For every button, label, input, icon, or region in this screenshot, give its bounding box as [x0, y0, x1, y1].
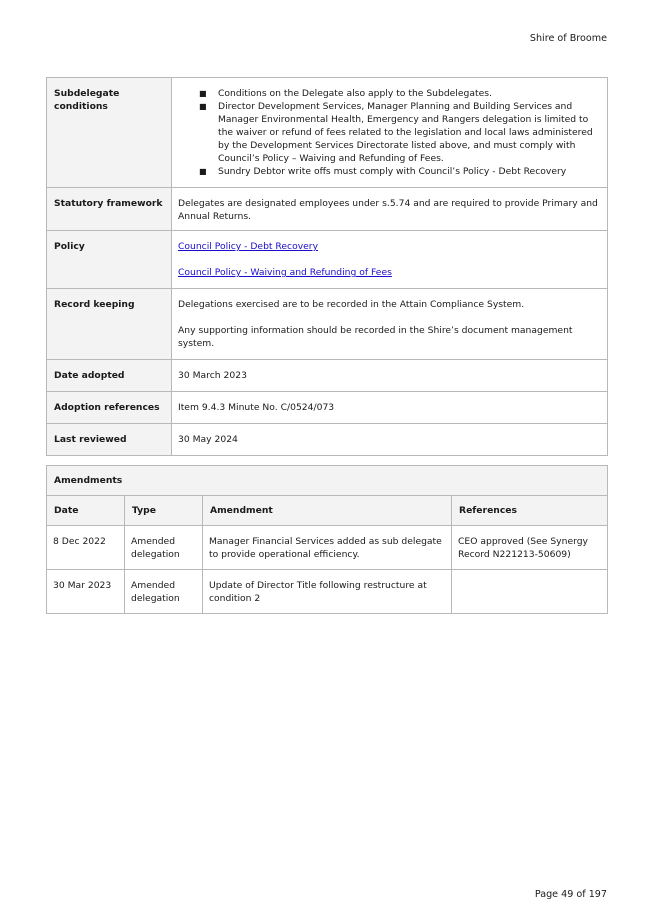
row-label: Policy: [47, 231, 172, 289]
row-label: Record keeping: [47, 289, 172, 360]
row-label: Statutory framework: [47, 188, 172, 231]
table-cell: Amended delegation: [125, 526, 203, 570]
list-item: ■ Director Development Services, Manager Planning and Building Services and Manager Environmental Health, Emergency and Rangers delegation is limited to the waiver or refund of fees related to the legislation and local laws administered by the Development Services Directorate listed above, and must comply with Council’s Policy – Waiving and Refunding of Fees.: [199, 101, 593, 164]
table-cell: [452, 570, 608, 614]
page-indicator: Page 49 of 197: [534, 889, 607, 900]
square-bullet-icon: ■: [199, 89, 207, 98]
delegation-details-table: [46, 77, 608, 456]
table-row: [47, 570, 608, 614]
row-label: Subdelegate conditions: [47, 78, 172, 188]
table-row: [47, 188, 608, 231]
row-label: Adoption references: [47, 392, 172, 424]
policy-link-debt-recovery[interactable]: Council Policy - Debt Recovery: [178, 241, 319, 252]
table-cell: 8 Dec 2022: [47, 526, 125, 570]
amendments-table: [46, 465, 608, 614]
subdelegate-conditions-value: [172, 78, 608, 188]
bullet-list: [178, 87, 601, 178]
table-cell: Update of Director Title following restructure at condition 2: [203, 570, 452, 614]
table-title-row: [47, 466, 608, 496]
table-row: [47, 360, 608, 392]
list-item: ■ Sundry Debtor write offs must comply with Council’s Policy - Debt Recovery: [199, 166, 567, 177]
table-header-row: [47, 496, 608, 526]
statutory-framework-value: Delegates are designated employees under s.5.74 and are required to provide Primary and Annual Returns.: [172, 188, 608, 231]
table-cell: Manager Financial Services added as sub delegate to provide operational efficiency.: [203, 526, 452, 570]
record-keeping-value: [172, 289, 608, 360]
last-reviewed-value: 30 May 2024: [172, 424, 608, 456]
paragraph: Delegations exercised are to be recorded in the Attain Compliance System.: [178, 299, 525, 310]
amendments-title: Amendments: [47, 466, 608, 496]
column-header: Amendment: [203, 496, 452, 526]
table-row: [47, 78, 608, 188]
row-label: Date adopted: [47, 360, 172, 392]
table-row: [47, 231, 608, 289]
table-cell: 30 Mar 2023: [47, 570, 125, 614]
square-bullet-icon: ■: [199, 167, 207, 176]
table-row: [47, 289, 608, 360]
policy-link-waiving-refunding-fees[interactable]: Council Policy - Waiving and Refunding of Fees: [178, 267, 392, 278]
table-row: [47, 424, 608, 456]
date-adopted-value: 30 March 2023: [172, 360, 608, 392]
paragraph: Any supporting information should be recorded in the Shire’s document management system.: [178, 325, 573, 349]
table-cell: Amended delegation: [125, 570, 203, 614]
row-label: Last reviewed: [47, 424, 172, 456]
square-bullet-icon: ■: [199, 102, 207, 111]
column-header: References: [452, 496, 608, 526]
table-row: [47, 526, 608, 570]
column-header: Date: [47, 496, 125, 526]
table-row: [47, 392, 608, 424]
policy-links: [172, 231, 608, 289]
organization-name: Shire of Broome: [529, 33, 607, 44]
list-item: ■ Conditions on the Delegate also apply to the Subdelegates.: [199, 88, 492, 99]
column-header: Type: [125, 496, 203, 526]
adoption-references-value: Item 9.4.3 Minute No. C/0524/073: [172, 392, 608, 424]
table-cell: CEO approved (See Synergy Record N221213-50609): [452, 526, 608, 570]
